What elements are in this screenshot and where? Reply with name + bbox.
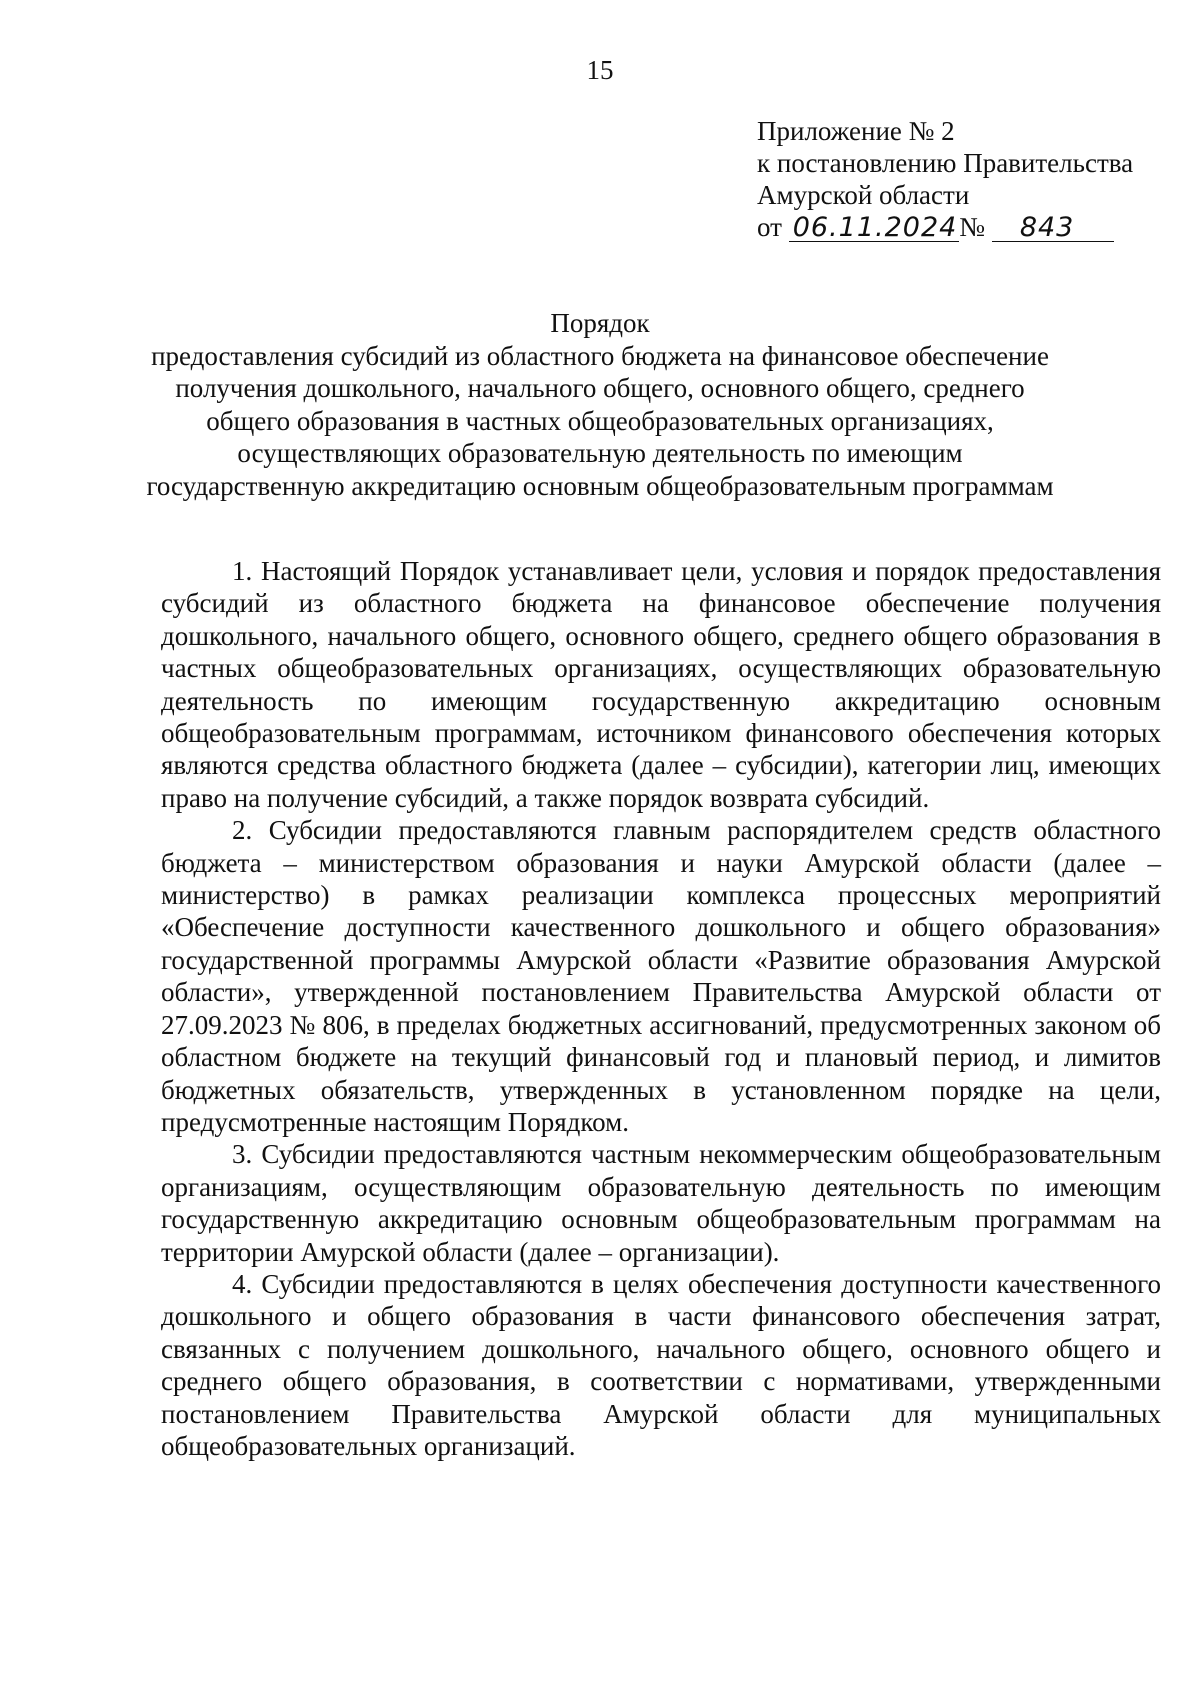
document-body [161, 555, 1161, 1462]
number-prefix: № [959, 212, 986, 242]
appendix-header [757, 115, 1133, 243]
date-prefix: от [757, 212, 782, 242]
handwritten-date: 06.11.2024 [789, 215, 960, 242]
page-number: 15 [586, 55, 614, 85]
title-heading: Порядок [550, 308, 650, 338]
title-line-3: общего образования в частных общеобразовательных организациях, [206, 405, 994, 436]
appendix-line-3: Амурской области [757, 180, 970, 210]
title-line-1: предоставления субсидий из областного бюджета на финансовое обеспечение [151, 340, 1049, 371]
paragraph-1: 1. Настоящий Порядок устанавливает цели, условия и порядок предоставления субсидий из областного бюджета на финансовое обеспечение получения дошкольного, начального общего, основного общего, среднего общего образования в частных общеобразовательных организациях, осуществляющих образовательную деятельность по имеющим государственную аккредитацию основным общеобразовательным программам, источником финансового обеспечения которых являются средства областного бюджета (далее – субсидии), категории лиц, имеющих право на получение субсидий, а также порядок возврата субсидий. [161, 556, 1161, 813]
title-line-5: государственную аккредитацию основным общеобразовательным программам [146, 470, 1054, 501]
paragraph-4: 4. Субсидии предоставляются в целях обеспечения доступности качественного дошкольного и общего образования в части финансового обеспечения затрат, связанных с получением дошкольного, начального общего, основного общего и среднего общего образования, в соответствии с нормативами, утвержденными постановлением Правительства Амурской области для муниципальных общеобразовательных организаций. [161, 1268, 1161, 1461]
title-line-2: получения дошкольного, начального общего, основного общего, среднего [175, 373, 1025, 403]
document-title [0, 307, 1200, 502]
paragraph-2: 2. Субсидии предоставляются главным распорядителем средств областного бюджета – министерством образования и науки Амурской области (далее – министерство) в рамках реализации комплекса процессных мероприятий «Обеспечение доступности качественного дошкольного и общего образования» государственной программы Амурской области «Развитие образования Амурской области», утвержденной постановлением Правительства Амурской области от 27.09.2023 № 806, в пределах бюджетных ассигнований, предусмотренных законом об областном бюджете на текущий финансовый год и плановый период, и лимитов бюджетных обязательств, утвержденных в установленном порядке на цели, предусмотренные настоящим Порядком. [161, 815, 1161, 1137]
appendix-line-2: к постановлению Правительства [757, 148, 1134, 178]
appendix-date-number-line [757, 211, 1133, 243]
title-line-4: осуществляющих образовательную деятельность по имеющим [237, 438, 963, 468]
paragraph-3: 3. Субсидии предоставляются частным некоммерческим общеобразовательным организациям, осуществляющим образовательную деятельность по имеющим государственную аккредитацию основным общеобразовательным программам на территории Амурской области (далее – организации). [161, 1139, 1161, 1267]
appendix-line-1: Приложение № 2 [757, 116, 955, 146]
handwritten-number: 843 [992, 215, 1115, 242]
